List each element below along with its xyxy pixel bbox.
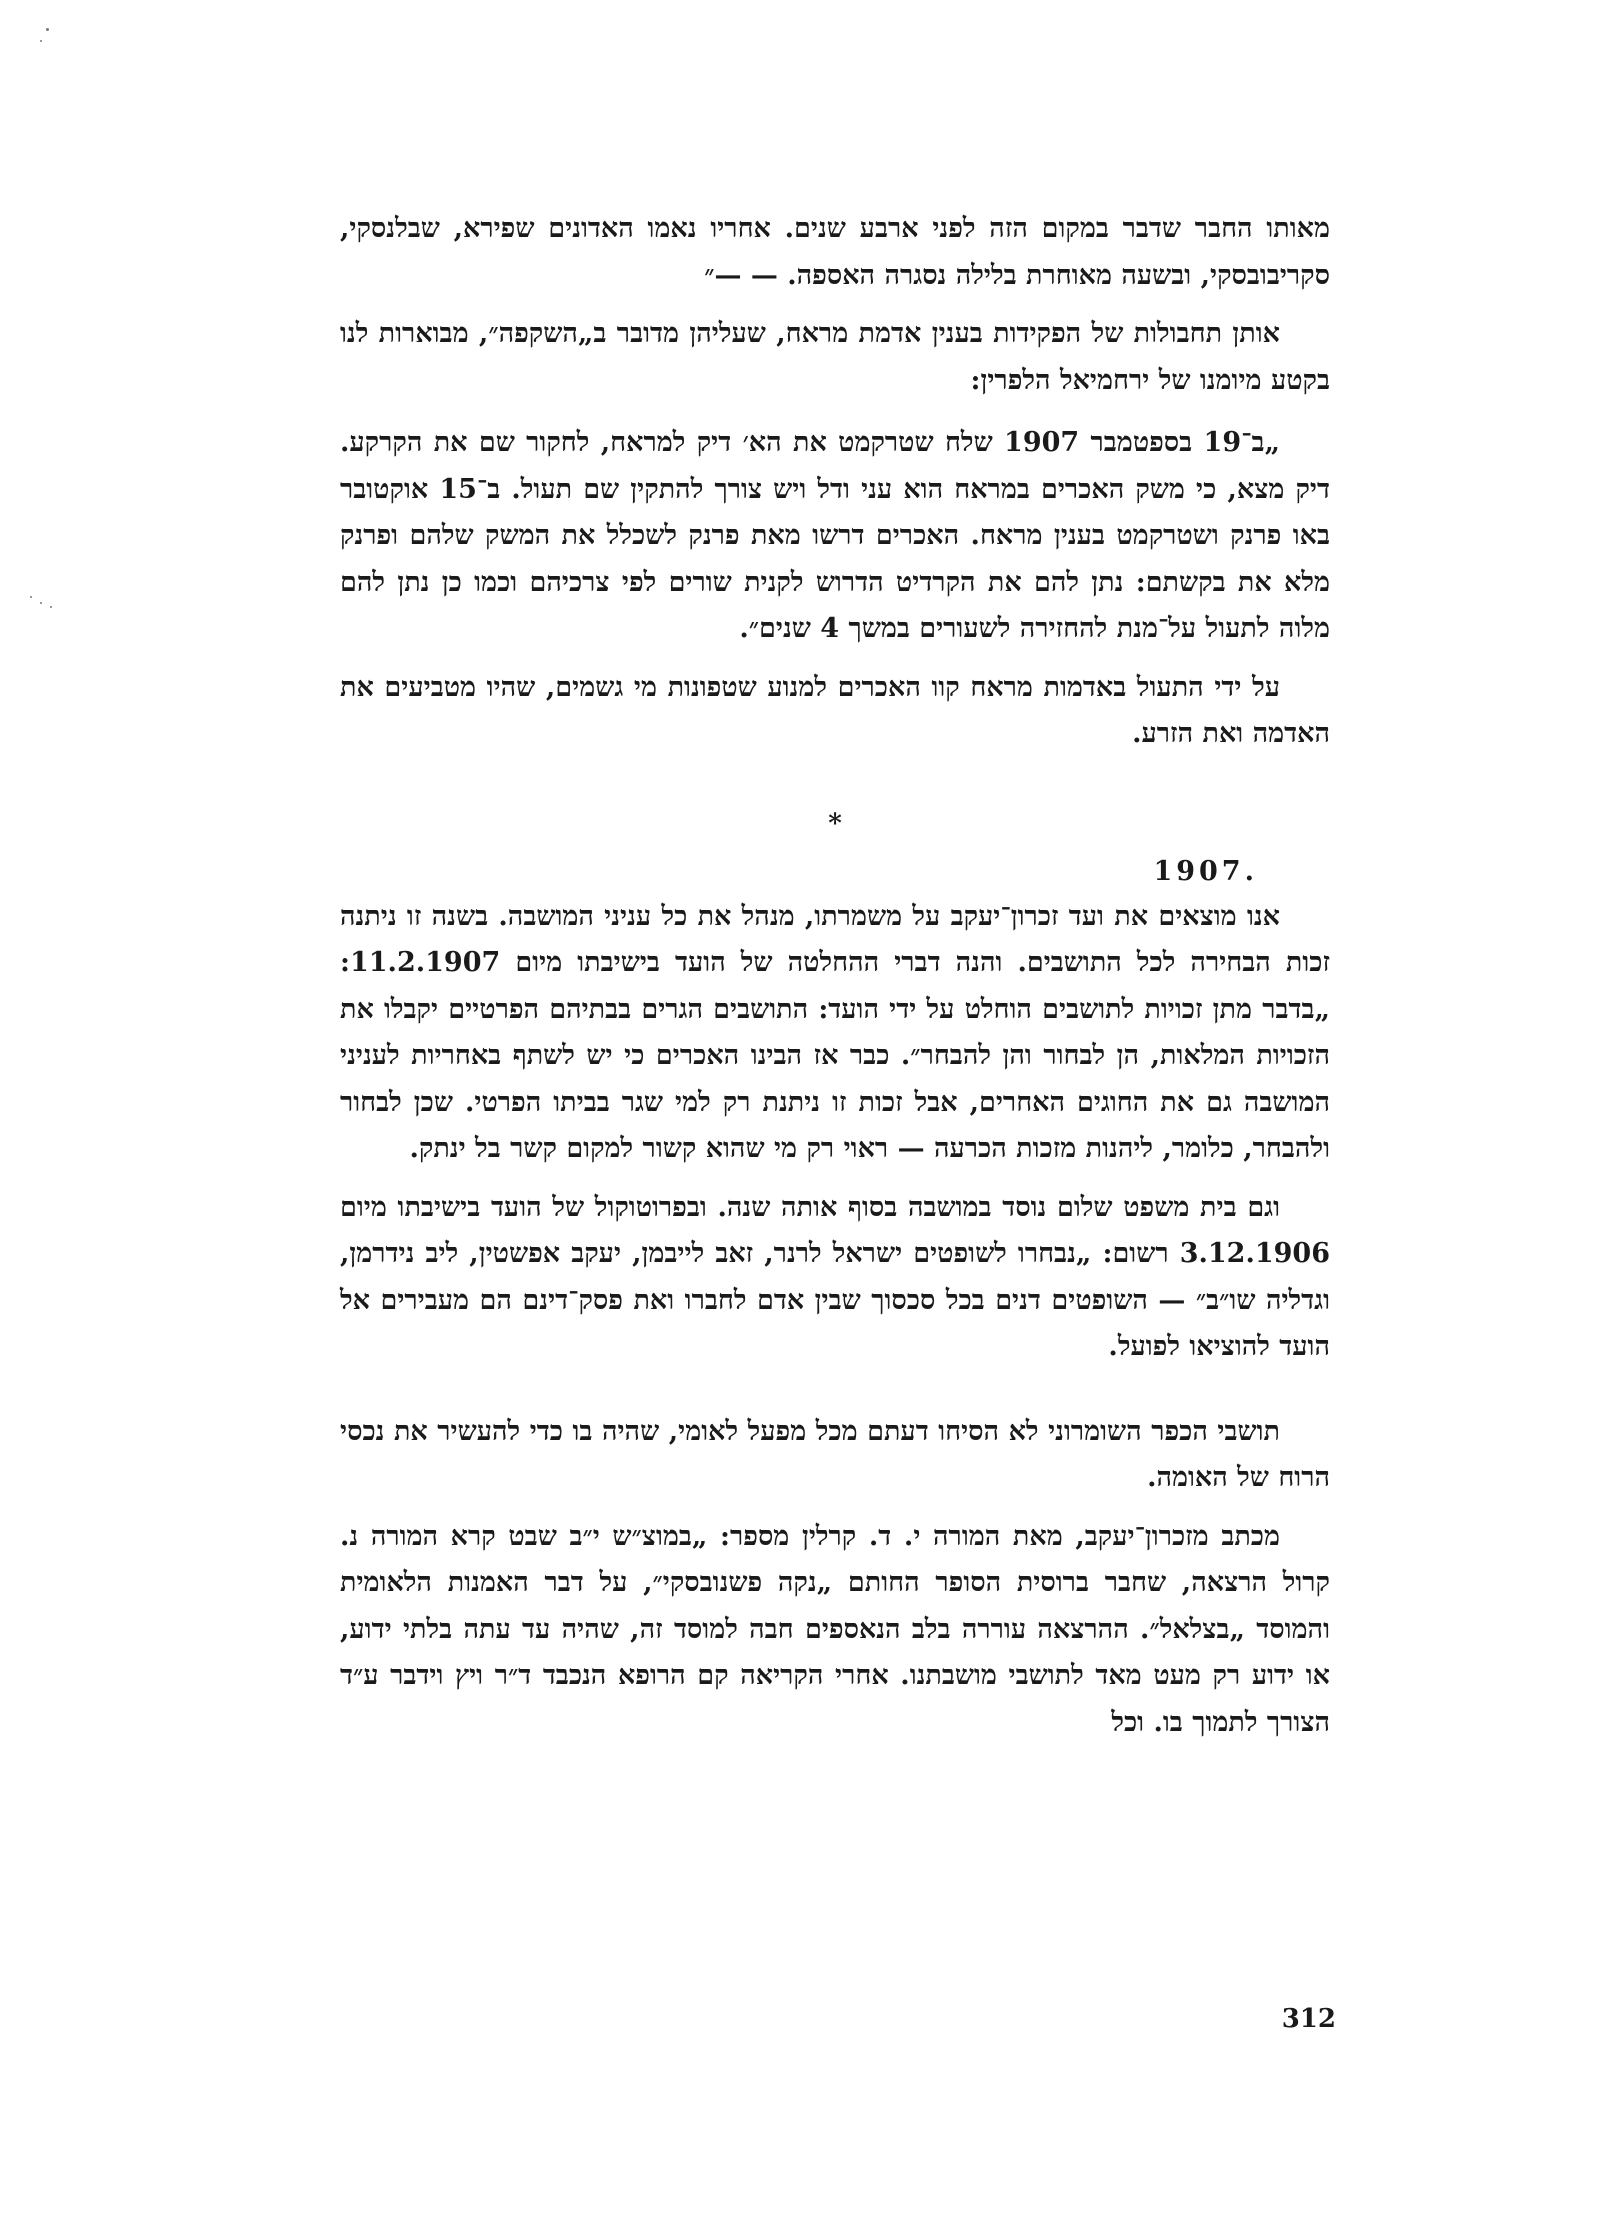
scan-speck [40,40,42,42]
paragraph-tactics: אותן תחבולות של הפקידות בענין אדמת מראח, שעליהן מדובר ב„השקפה״, מבוארות לנו בקטע מיומנו של ירחמיאל הלפרין: [340,318,1330,396]
scan-speck [46,28,49,31]
paragraph-court: וגם בית משפט שלום נוסד במושבה בסוף אותה שנה. ובפרוטוקול של הועד בישיבתו מיום 3.12.1906 רשום: „נבחרו לשופטים ישראל לרנר, זאב לייבמן, יעקב אפשטין, ליב נידרמן, וגדליה שו״ב״ — השופטים דנים בכל סכסוך שבין אדם לחברו ואת פסק־דינם הם מעבירים אל הועד להוציאו לפועל. [340,1191,1330,1362]
section-ornament: * [828,808,842,839]
paragraph-letter: מכתב מזכרון־יעקב, מאת המורה י. ד. קרלין מספר: „במוצ״ש י״ב שבט קרא המורה נ. קרול הרצאה, שחבר ברוסית הסופר החותם „נקה פשנובסקי״, על דבר האמנות הלאומית והמוסד „בצלאל״. ההרצאה עוררה בלב הנאספים חבה למוסד זה, שהיה עד עתה בלתי ידוע, או ידוע רק מעט מאד לתושבי מושבתנו. אחרי הקריאה קם הרופא הנכבד ד״ר ויץ וידבר ע״ד הצורך לתמוך בו. וכל [340,1520,1330,1738]
paragraph-drainage: על ידי התעול באדמות מראח קוו האכרים למנוע שטפונות מי גשמים, שהיו מטביעים את האדמה ואת הזרע. [340,671,1330,749]
page-number: 312 [1281,2004,1336,2034]
paragraph-continuation: מאותו החבר שדבר במקום הזה לפני ארבע שנים. אחריו נאמו האדונים שפירא, שבלנסקי, סקריבובסקי, ובשעה מאוחרת בלילה נסגרה האספה. — —״ [340,213,1330,291]
body-text [340,206,1330,1746]
paragraph-diary-quote: „ב־19 בספטמבר 1907 שלח שטרקמט את הא׳ דיק למראח, לחקור שם את הקרקע. דיק מצא, כי משק האכרים במראח הוא עני ודל ויש צורך להתקין שם תעול. ב־15 אוקטובר באו פרנק ושטרקמט בענין מראח. האכרים דרשו מאת פרנק לשכלל את המשק שלהם ופרנק מלא את בקשתם: נתן להם את הקרדיט הדרוש לקנית שורים לפי צרכיהם וכמו כן נתן להם מלוה לתעול על־מנת להחזירה לשעורים במשך 4 שנים״. [340,427,1330,644]
paragraph-residents: תושבי הכפר השומרוני לא הסיחו דעתם מכל מפעל לאומי, שהיה בו כדי להעשיר את נכסי הרוח של האומה. [340,1415,1330,1493]
scan-speck [40,602,42,604]
scan-speck [50,606,52,608]
scan-speck [30,596,32,598]
year-heading: .1907 [1153,855,1258,887]
paragraph-committee: אנו מוצאים את ועד זכרון־יעקב על משמרתו, מנהל את כל עניני המושבה. בשנה זו ניתנה זכות הבחירה לכל התושבים. והנה דברי ההחלטה של הועד בישיבתו מיום 11.2.1907: „בדבר מתן זכויות לתושבים הוחלט על ידי הועד: התושבים הגרים בבתיהם הפרטיים יקבלו את הזכויות המלאות, הן לבחור והן להבחר״. כבר אז הבינו האכרים כי יש לשתף באחריות לעניני המושבה גם את החוגים האחרים, אבל זכות זו ניתנת רק למי שגר בביתו הפרטי. שכן לבחור ולהבחר, כלומר, ליהנות מזכות הכרעה — ראוי רק מי שהוא קשור למקום קשר בל ינתק. [340,900,1330,1164]
